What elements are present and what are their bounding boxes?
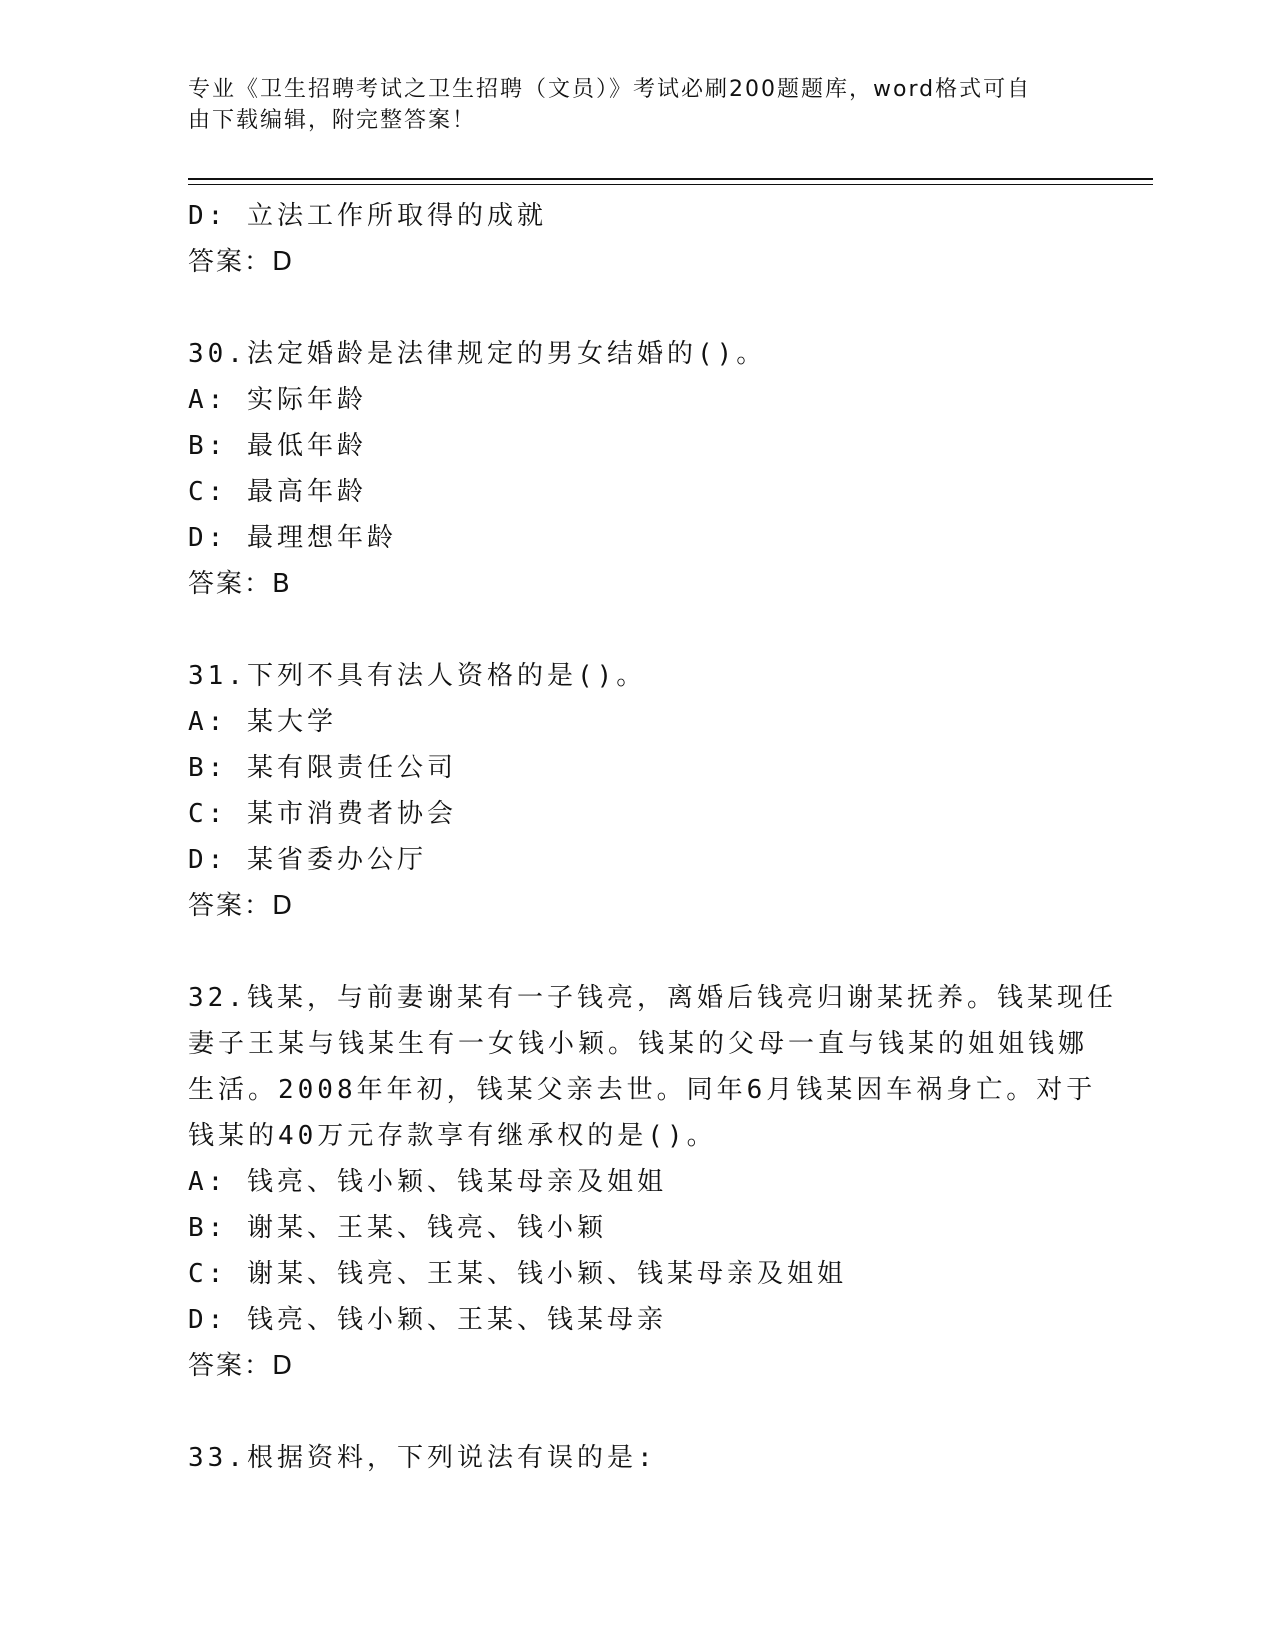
prev-option-d: D: 立法工作所取得的成就 [188, 201, 547, 231]
question-32-option-b: B: 谢某、王某、钱亮、钱小颖 [188, 1213, 607, 1243]
header-line-2: 由下载编辑，附完整答案！ [188, 108, 477, 133]
question-32-text-line-1: 32.钱某，与前妻谢某有一子钱亮，离婚后钱亮归谢某抚养。钱某现任 [188, 983, 1117, 1013]
question-33-text: 33.根据资料，下列说法有误的是: [188, 1443, 657, 1473]
question-33 [188, 1435, 1088, 1481]
header-line-1: 专业《卫生招聘考试之卫生招聘（文员）》考试必刷200题题库，word格式可自 [188, 77, 1032, 102]
question-31-option-c: C: 某市消费者协会 [188, 799, 457, 829]
question-30-text: 30.法定婚龄是法律规定的男女结婚的()。 [188, 339, 767, 369]
question-30-answer: 答案：B [188, 569, 292, 599]
question-32-text-line-2: 妻子王某与钱某生有一女钱小颖。钱某的父母一直与钱某的姐姐钱娜 [188, 1029, 1089, 1059]
question-32-text-line-3: 生活。2008年年初，钱某父亲去世。同年6月钱某因车祸身亡。对于 [188, 1075, 1097, 1105]
question-32-text-line-4: 钱某的40万元存款享有继承权的是()。 [188, 1121, 717, 1151]
question-32 [188, 975, 1117, 1389]
question-list [188, 193, 1117, 1481]
prev-answer: 答案：D [188, 247, 295, 277]
question-30-option-a: A: 实际年龄 [188, 385, 367, 415]
header-divider-thick [188, 178, 1153, 180]
question-31-option-d: D: 某省委办公厅 [188, 845, 427, 875]
question-31 [188, 653, 1088, 929]
question-31-text: 31.下列不具有法人资格的是()。 [188, 661, 647, 691]
question-30-option-d: D: 最理想年龄 [188, 523, 397, 553]
question-32-option-d: D: 钱亮、钱小颖、王某、钱某母亲 [188, 1305, 667, 1335]
question-30-option-b: B: 最低年龄 [188, 431, 367, 461]
question-31-option-a: A: 某大学 [188, 707, 337, 737]
question-32-answer: 答案：D [188, 1351, 295, 1381]
question-30-option-c: C: 最高年龄 [188, 477, 367, 507]
question-32-option-c: C: 谢某、钱亮、王某、钱小颖、钱某母亲及姐姐 [188, 1259, 847, 1289]
header-divider-thin [188, 184, 1153, 185]
page-header [188, 74, 1068, 136]
question-31-option-b: B: 某有限责任公司 [188, 753, 457, 783]
question-31-answer: 答案：D [188, 891, 295, 921]
question-30 [188, 331, 1088, 607]
question-32-option-a: A: 钱亮、钱小颖、钱某母亲及姐姐 [188, 1167, 667, 1197]
